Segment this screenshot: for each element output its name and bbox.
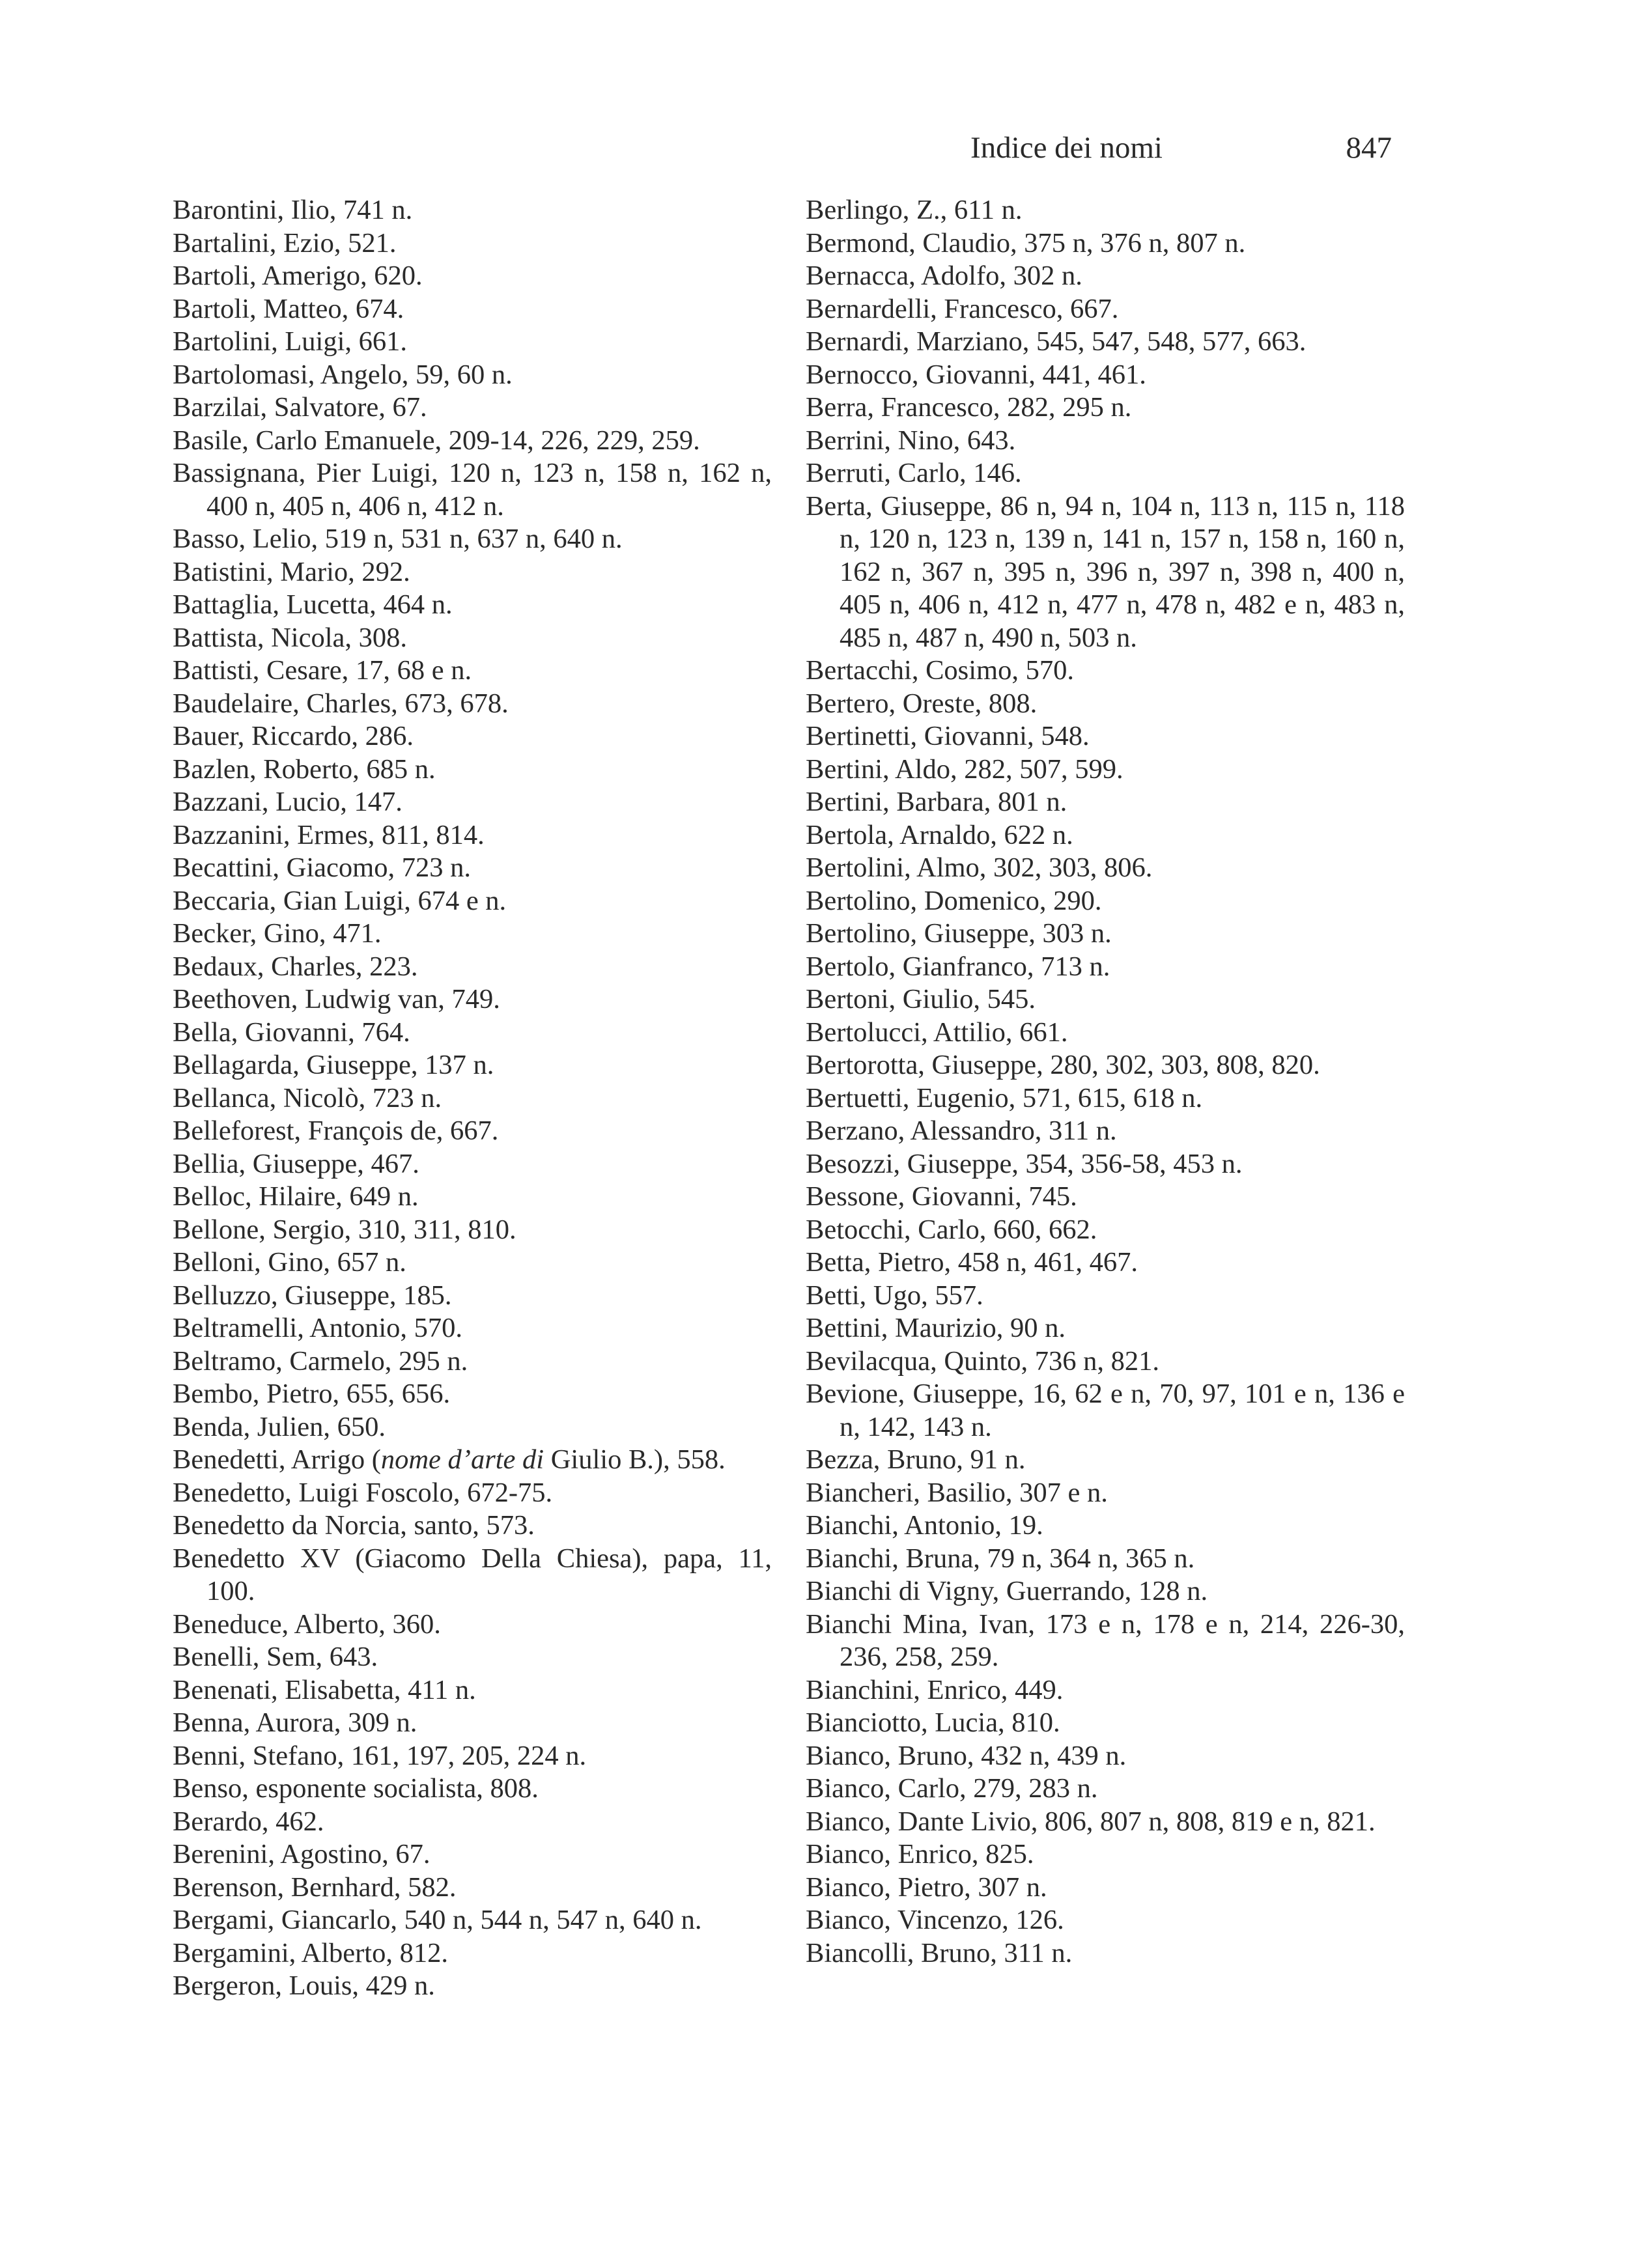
index-entry: Berruti, Carlo, 146. <box>806 458 1022 488</box>
index-entry: Becker, Gino, 471. <box>173 918 382 949</box>
index-entry: Bertinetti, Giovanni, 548. <box>806 721 1090 751</box>
index-entry <box>173 1444 772 1477</box>
index-entry: Bernardi, Marziano, 545, 547, 548, 577, 663. <box>806 326 1307 357</box>
index-entry: Bertuetti, Eugenio, 571, 615, 618 n. <box>806 1082 1203 1113</box>
index-entry: Bianciotto, Lucia, 810. <box>806 1707 1060 1738</box>
index-entry: Betocchi, Carlo, 660, 662. <box>806 1214 1097 1245</box>
index-entry: Basile, Carlo Emanuele, 209-14, 226, 229, 259. <box>173 425 700 456</box>
index-entry: Bergamini, Alberto, 812. <box>173 1937 448 1968</box>
index-entry: Bartoli, Amerigo, 620. <box>173 260 423 291</box>
index-entry: Bergeron, Louis, 429 n. <box>173 1970 435 2001</box>
index-entry: Berlingo, Z., 611 n. <box>806 195 1023 225</box>
index-entry: Bauer, Riccardo, 286. <box>173 721 414 751</box>
index-entry: Belluzzo, Giuseppe, 185. <box>173 1280 452 1311</box>
index-entry: Bevione, Giuseppe, 16, 62 e n, 70, 97, 101 e n, 136 e n, 142, 143 n. <box>806 1379 1405 1442</box>
index-entry: Benna, Aurora, 309 n. <box>173 1707 417 1738</box>
index-entry: Beltramo, Carmelo, 295 n. <box>173 1345 468 1377</box>
index-entry: Bevilacqua, Quinto, 736 n, 821. <box>806 1345 1159 1377</box>
index-column-left <box>173 194 772 2003</box>
index-entry: Bianchi di Vigny, Guerrando, 128 n. <box>806 1576 1208 1606</box>
index-entry: Bianchi Mina, Ivan, 173 e n, 178 e n, 214, 226-30, 236, 258, 259. <box>806 1608 1405 1672</box>
index-entry: Bianco, Vincenzo, 126. <box>806 1905 1064 1935</box>
entry-text: Benedetti, Arrigo ( <box>173 1444 381 1475</box>
index-entry: Bellagarda, Giuseppe, 137 n. <box>173 1050 494 1080</box>
index-entry: Batistini, Mario, 292. <box>173 556 410 587</box>
index-entry: Battista, Nicola, 308. <box>173 622 408 653</box>
index-entry: Bertini, Aldo, 282, 507, 599. <box>806 753 1123 785</box>
index-entry: Belloc, Hilaire, 649 n. <box>173 1181 419 1212</box>
index-entry: Berenson, Bernhard, 582. <box>173 1871 457 1903</box>
index-entry: Berardo, 462. <box>173 1806 324 1837</box>
index-entry: Bertolini, Almo, 302, 303, 806. <box>806 852 1153 883</box>
index-entry: Basso, Lelio, 519 n, 531 n, 637 n, 640 n. <box>173 524 623 554</box>
index-entry: Bertini, Barbara, 801 n. <box>806 787 1067 817</box>
index-entry: Bianco, Enrico, 825. <box>806 1839 1034 1869</box>
index-entry: Bazzani, Lucio, 147. <box>173 787 403 817</box>
index-entry: Berenini, Agostino, 67. <box>173 1839 431 1869</box>
index-entry: Benda, Julien, 650. <box>173 1411 386 1442</box>
index-entry: Bertero, Oreste, 808. <box>806 688 1038 719</box>
index-entry: Berra, Francesco, 282, 295 n. <box>806 392 1132 423</box>
index-entry: Bembo, Pietro, 655, 656. <box>173 1379 451 1409</box>
index-entry: Battaglia, Lucetta, 464 n. <box>173 589 453 620</box>
index-entry: Bianco, Pietro, 307 n. <box>806 1871 1047 1903</box>
index-entry: Biancolli, Bruno, 311 n. <box>806 1937 1073 1968</box>
index-entry: Beccaria, Gian Luigi, 674 e n. <box>173 885 507 916</box>
index-entry: Battisti, Cesare, 17, 68 e n. <box>173 655 472 686</box>
index-entry: Besozzi, Giuseppe, 354, 356-58, 453 n. <box>806 1148 1243 1179</box>
index-entry: Bertola, Arnaldo, 622 n. <box>806 819 1073 850</box>
index-entry: Bianchini, Enrico, 449. <box>806 1674 1064 1705</box>
index-entry: Bedaux, Charles, 223. <box>173 951 418 982</box>
index-entry: Becattini, Giacomo, 723 n. <box>173 852 471 883</box>
index-entry: Bazzanini, Ermes, 811, 814. <box>173 819 485 850</box>
index-entry: Betti, Ugo, 557. <box>806 1280 983 1311</box>
index-entry: Bianco, Carlo, 279, 283 n. <box>806 1773 1098 1804</box>
index-entry: Barontini, Ilio, 741 n. <box>173 195 413 225</box>
index-entry: Bertacchi, Cosimo, 570. <box>806 655 1074 686</box>
index-entry: Benedetto da Norcia, santo, 573. <box>173 1510 535 1541</box>
index-entry: Benenati, Elisabetta, 411 n. <box>173 1674 476 1705</box>
index-entry: Benni, Stefano, 161, 197, 205, 224 n. <box>173 1740 587 1771</box>
index-entry: Bianchi, Bruna, 79 n, 364 n, 365 n. <box>806 1543 1195 1574</box>
index-entry: Benso, esponente socialista, 808. <box>173 1773 539 1804</box>
index-column-right <box>806 194 1405 1970</box>
page-number: 847 <box>1346 131 1392 165</box>
index-entry: Beneduce, Alberto, 360. <box>173 1608 441 1640</box>
index-entry: Bellia, Giuseppe, 467. <box>173 1148 419 1179</box>
index-entry: Bezza, Bruno, 91 n. <box>806 1444 1026 1475</box>
index-entry: Baudelaire, Charles, 673, 678. <box>173 688 509 719</box>
index-entry: Bernardelli, Francesco, 667. <box>806 293 1119 324</box>
index-entry: Bertoni, Giulio, 545. <box>806 984 1036 1015</box>
index-entry: Bartalini, Ezio, 521. <box>173 227 397 259</box>
index-entry: Bellone, Sergio, 310, 311, 810. <box>173 1214 516 1245</box>
index-entry: Benedetto, Luigi Foscolo, 672-75. <box>173 1477 553 1508</box>
index-entry: Bartolomasi, Angelo, 59, 60 n. <box>173 359 513 390</box>
index-entry: Bassignana, Pier Luigi, 120 n, 123 n, 158 n, 162 n, 400 n, 405 n, 406 n, 412 n. <box>173 458 772 522</box>
index-entry: Betta, Pietro, 458 n, 461, 467. <box>806 1247 1138 1278</box>
index-entry: Bartoli, Matteo, 674. <box>173 293 404 324</box>
index-entry: Berta, Giuseppe, 86 n, 94 n, 104 n, 113 n, 115 n, 118 n, 120 n, 123 n, 139 n, 141 n, 157 n, 158 n, 160 n, 162 n, 367 n, 395 n, 396 n, 397 n, 398 n, 400 n, 405 n, 406 n, 412 n, 477 n, 478 n, 482 e n, 483 n, 485 n, 487 n, 490 n, 503 n. <box>806 490 1405 653</box>
index-entry: Biancheri, Basilio, 307 e n. <box>806 1477 1108 1508</box>
index-entry: Bertorotta, Giuseppe, 280, 302, 303, 808, 820. <box>806 1050 1320 1080</box>
index-entry: Bertolo, Gianfranco, 713 n. <box>806 951 1110 982</box>
index-entry: Bertolucci, Attilio, 661. <box>806 1016 1068 1048</box>
index-entry: Bertolino, Domenico, 290. <box>806 885 1102 916</box>
index-entry: Bernacca, Adolfo, 302 n. <box>806 260 1082 291</box>
index-entry: Bernocco, Giovanni, 441, 461. <box>806 359 1146 390</box>
index-entry: Bertolino, Giuseppe, 303 n. <box>806 918 1112 949</box>
index-entry: Barzilai, Salvatore, 67. <box>173 392 427 423</box>
running-head <box>970 125 1392 171</box>
index-entry: Belloni, Gino, 657 n. <box>173 1247 406 1278</box>
index-entry: Bianco, Dante Livio, 806, 807 n, 808, 819 e n, 821. <box>806 1806 1376 1837</box>
index-entry: Bianco, Bruno, 432 n, 439 n. <box>806 1740 1127 1771</box>
index-entry: Bergami, Giancarlo, 540 n, 544 n, 547 n, 640 n. <box>173 1905 702 1935</box>
index-entry: Bazlen, Roberto, 685 n. <box>173 753 436 785</box>
index-entry: Bella, Giovanni, 764. <box>173 1016 410 1048</box>
index-entry: Bellanca, Nicolò, 723 n. <box>173 1082 442 1113</box>
index-entry: Bianchi, Antonio, 19. <box>806 1510 1043 1541</box>
index-entry: Belleforest, François de, 667. <box>173 1115 499 1146</box>
index-entry: Beltramelli, Antonio, 570. <box>173 1313 463 1343</box>
index-entry: Berzano, Alessandro, 311 n. <box>806 1115 1117 1146</box>
index-entry: Bessone, Giovanni, 745. <box>806 1181 1077 1212</box>
index-entry: Benelli, Sem, 643. <box>173 1642 378 1672</box>
index-entry: Beethoven, Ludwig van, 749. <box>173 984 500 1015</box>
index-entry: Benedetto XV (Giacomo Della Chiesa), papa, 11, 100. <box>173 1543 772 1606</box>
index-entry: Bettini, Maurizio, 90 n. <box>806 1313 1066 1343</box>
entry-italic-text: nome d’arte di <box>380 1444 544 1475</box>
index-entry: Bermond, Claudio, 375 n, 376 n, 807 n. <box>806 227 1246 259</box>
index-entry: Bartolini, Luigi, 661. <box>173 326 408 357</box>
entry-text: Giulio B.), 558. <box>544 1444 726 1475</box>
section-title: Indice dei nomi <box>970 131 1163 165</box>
index-entry: Berrini, Nino, 643. <box>806 425 1016 456</box>
